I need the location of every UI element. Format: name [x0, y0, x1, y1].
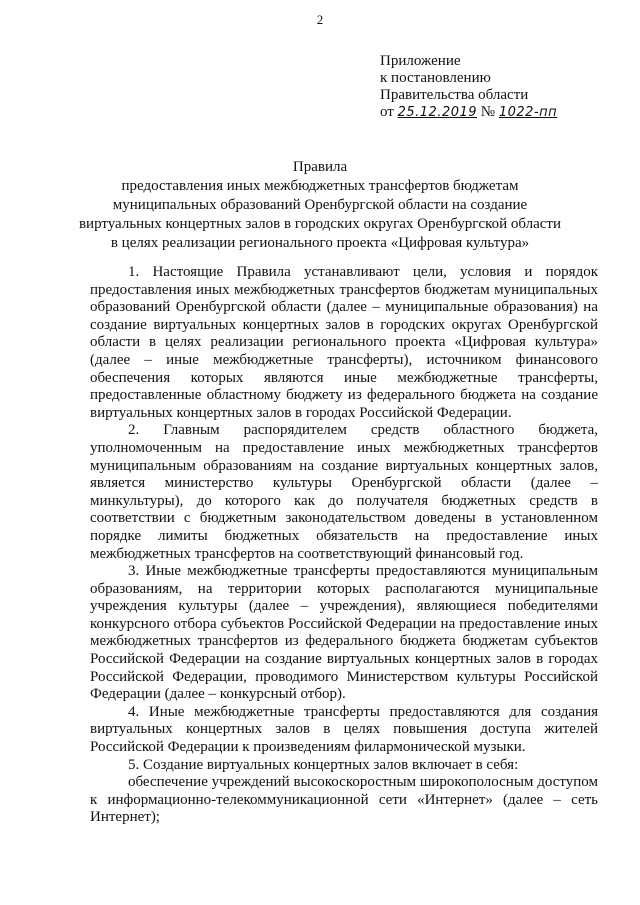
document-title	[70, 158, 570, 253]
paragraph-5: 5. Создание виртуальных концертных залов включает в себя:	[128, 756, 519, 773]
number-value: 1022-пп	[498, 105, 558, 120]
title-line-3: муниципальных образований Оренбургской области на создание	[112, 197, 528, 213]
appendix-block	[380, 53, 557, 121]
date-prefix: от	[380, 104, 394, 120]
appendix-line-3: Правительства области	[380, 87, 529, 103]
title-line-5: в целях реализации регионального проекта «Цифровая культура»	[110, 235, 530, 251]
appendix-date-line	[380, 104, 557, 121]
paragraph-4: 4. Иные межбюджетные трансферты предоставляются для создания виртуальных концертных залов в целях повышения доступа жителей Российской Федерации к произведениям филармонической музыки.	[90, 703, 598, 756]
paragraph-1: 1. Настоящие Правила устанавливают цели, условия и порядок предоставления иных межбюджетных трансфертов бюджетам муниципальных образований Оренбургской области (далее – муниципальные образования) на создание виртуальных концертных залов в городских округах Оренбургской области в целях реализации регионального проекта «Цифровая культура» (далее – иные межбюджетные трансферты), источником финансового обеспечения которых являются иные межбюджетные трансферты, предоставленные областному бюджету из федерального бюджета на создание виртуальных концертных залов в городах Российской Федерации.	[90, 264, 598, 421]
page-number: 2	[316, 12, 324, 27]
title-line-2: предоставления иных межбюджетных трансфертов бюджетам	[121, 178, 519, 194]
title-line-1: Правила	[292, 159, 348, 175]
paragraph-2: 2. Главным распорядителем средств областного бюджета, уполномоченным на предоставление иных межбюджетных трансфертов муниципальным образованиям на создание виртуальных концертных залов, является министерство культуры Оренбургской области (далее – минкультуры), до которого как до получателя бюджетных средств в соответствии с бюджетным законодательством доведены в установленном порядке лимиты бюджетных обязательств на предоставление иных межбюджетных трансфертов на соответствующий финансовый год.	[90, 422, 598, 562]
appendix-line-2: к постановлению	[380, 70, 491, 86]
number-prefix: №	[480, 104, 496, 120]
paragraph-6: обеспечение учреждений высокоскоростным широкополосным доступом к информационно-телекоммуникационной сети «Интернет» (далее – сеть Интернет);	[90, 774, 598, 826]
date-value: 25.12.2019	[397, 105, 478, 120]
paragraph-3: 3. Иные межбюджетные трансферты предоставляются муниципальным образованиям, на территории которых располагаются муниципальные учреждения культуры (далее – учреждения), являющиеся победителями конкурсного отбора субъектов Российской Федерации на предоставление иных межбюджетных трансфертов из федерального бюджета бюджетам субъектов Российской Федерации на создание виртуальных концертных залов в городах Российской Федерации, проводимого Министерством культуры Российской Федерации (далее – конкурсный отбор).	[90, 563, 598, 703]
document-body	[90, 264, 598, 827]
appendix-line-1: Приложение	[380, 53, 461, 69]
title-line-4: виртуальных концертных залов в городских округах Оренбургской области	[78, 216, 562, 232]
